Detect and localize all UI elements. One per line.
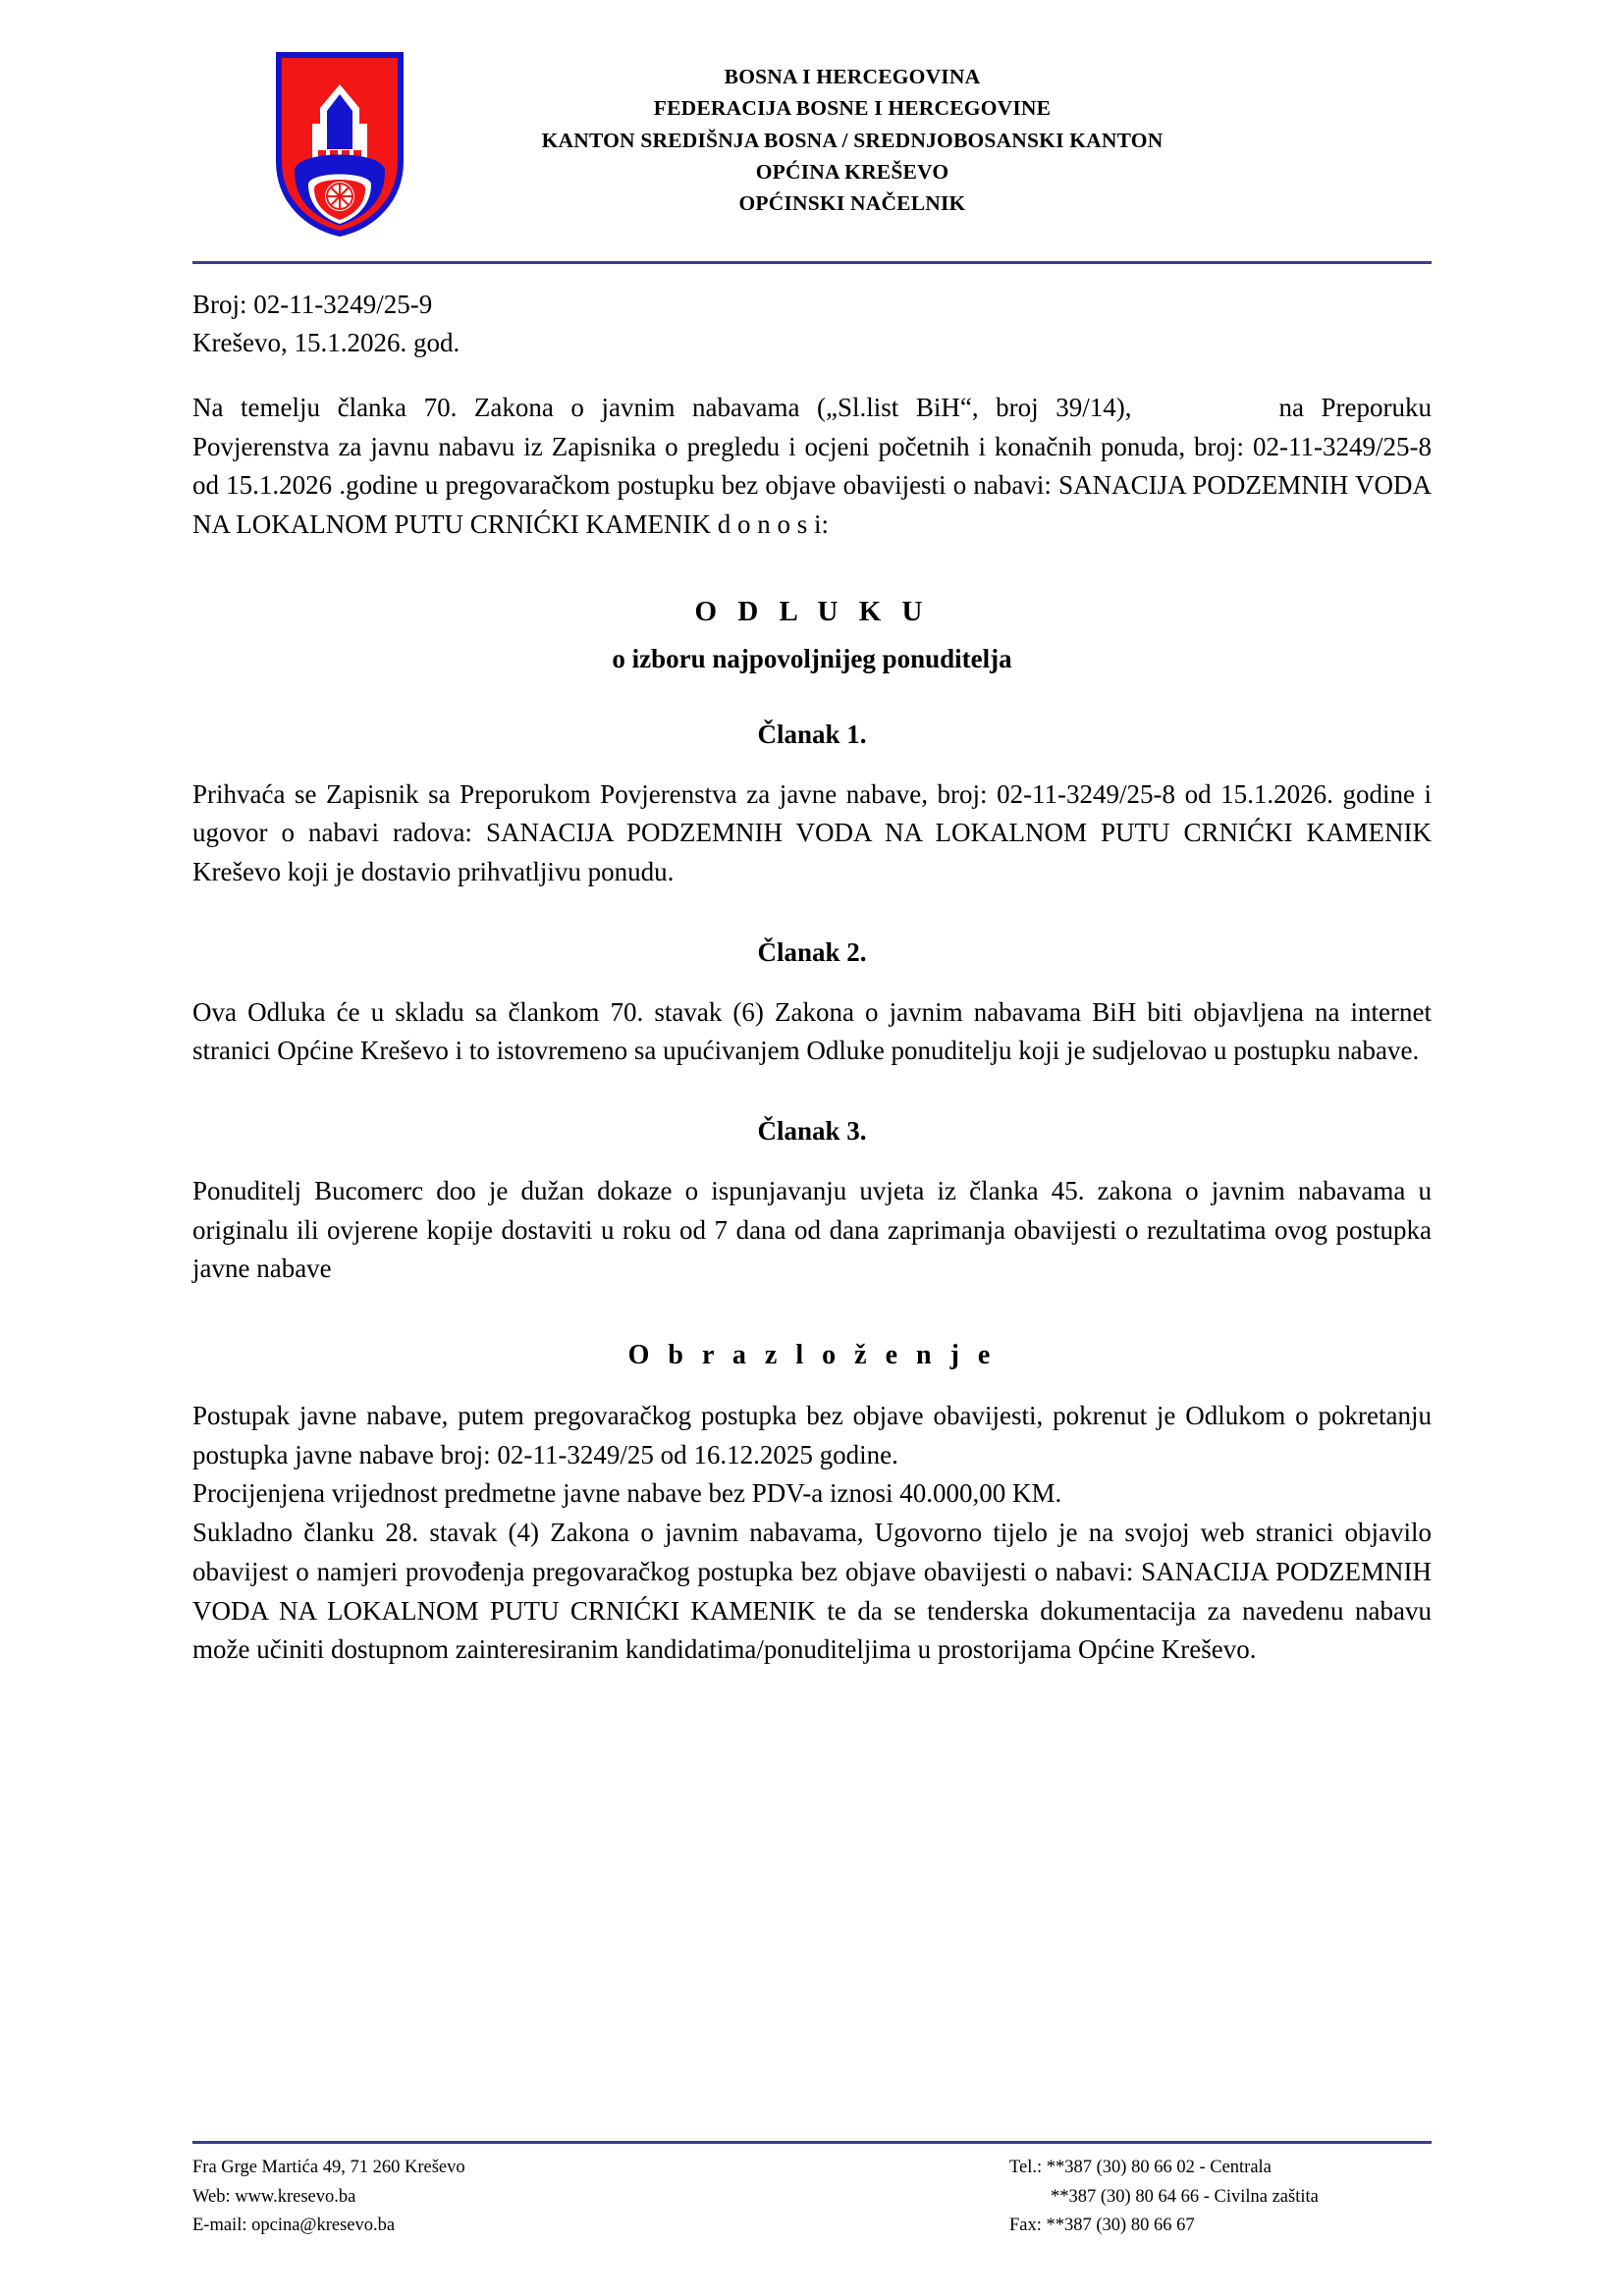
intro-line-first: Na temelju članka 70. Zakona o javnim nabavama („Sl.list BiH“, broj 39/14), <box>192 392 1132 422</box>
header-line-mayor: OPĆINSKI NAČELNIK <box>738 191 966 215</box>
document-reference-block <box>192 286 1432 363</box>
document-footer <box>0 2141 1624 2241</box>
footer-contact-right <box>1009 2154 1432 2241</box>
footer-divider <box>192 2141 1432 2144</box>
document-place-date: Kreševo, 15.1.2026. god. <box>192 328 460 358</box>
document-header <box>0 0 1624 238</box>
intro-paragraph-rest: Preporuku Povjerenstva za javnu nabavu iz Zapisnika o pregledu i ocjeni početnih i konačnih ponuda, broj: 02-11-3249/25-8 od 15.1.2026 .godine u pregovaračkom postupku bez objave obavijesti o nabavi: SANACIJA PODZEMNIH VODA NA LOKALNOM PUTU CRNIĆKI KAMENIK d o n o s i: <box>192 392 1432 539</box>
footer-fax: Fax: **387 (30) 80 66 67 <box>1009 2216 1195 2236</box>
article-1-heading: Članak 1. <box>757 719 867 749</box>
explanation-heading: O b r a z l o ž e n j e <box>627 1340 997 1371</box>
article-1-body: Prihvaća se Zapisnik sa Preporukom Povjerenstva za javne nabave, broj: 02-11-3249/25-8 od 15.1.2026. godine i ugovor o nabavi radova: SANACIJA PODZEMNIH VODA NA LOKALNOM PUTU CRNIĆKI KAMENIK Kreševo koji je dostavio prihvatljivu ponudu. <box>192 778 1432 886</box>
explanation-paragraph-3: Sukladno članku 28. stavak (4) Zakona o javnim nabavama, Ugovorno tijelo je na svojoj web stranici objavilo obavijest o namjeri provođenja pregovaračkog postupka bez objave obavijesti o nabavi: SANACIJA PODZEMNIH VODA NA LOKALNOM PUTU CRNIĆKI KAMENIK te da se tenderska dokumentacija za navedenu nabavu može učiniti dostupnom zainteresiranim kandidatima/ponuditeljima u prostorijama Općine Kreševo. <box>192 1518 1432 1665</box>
intro-line-na: na <box>1278 392 1304 422</box>
footer-phone-civil-protection: **387 (30) 80 64 66 - Civilna zaštita <box>1051 2186 1319 2207</box>
footer-email[interactable]: E-mail: opcina@kresevo.ba <box>192 2216 396 2236</box>
kresevo-coat-of-arms-icon <box>275 51 405 238</box>
article-2-heading: Članak 2. <box>757 936 867 967</box>
intro-paragraph <box>192 389 1432 545</box>
footer-website[interactable]: Web: www.kresevo.ba <box>192 2186 356 2207</box>
header-divider <box>192 261 1432 264</box>
article-2-body: Ova Odluka će u skladu sa člankom 70. stavak (6) Zakona o javnim nabavama BiH biti objavljena na internet stranici Općine Kreševo i to istovremeno sa upućivanjem Odluke ponuditelju koji je sudjelovao u postupku nabave. <box>192 996 1432 1066</box>
header-line-municipality: OPĆINA KREŠEVO <box>755 159 949 184</box>
explanation-paragraph-2: Procijenjena vrijednost predmetne javne nabave bez PDV-a iznosi 40.000,00 KM. <box>192 1478 1062 1509</box>
document-number: Broj: 02-11-3249/25-9 <box>192 290 433 319</box>
footer-address: Fra Grge Martića 49, 71 260 Kreševo <box>192 2158 465 2178</box>
decision-title: O D L U K U <box>694 595 930 627</box>
decision-subtitle: o izboru najpovoljnijeg ponuditelja <box>612 643 1012 673</box>
footer-phone-central: Tel.: **387 (30) 80 66 02 - Centrala <box>1009 2158 1272 2178</box>
header-line-federation: FEDERACIJA BOSNE I HERCEGOVINE <box>653 96 1052 121</box>
article-3-heading: Članak 3. <box>757 1116 867 1146</box>
header-authority-block <box>405 47 1418 219</box>
explanation-paragraph-1: Postupak javne nabave, putem pregovaračkog postupka bez objave obavijesti, pokrenut je Odlukom o pokretanju postupka javne nabave broj: 02-11-3249/25 od 16.12.2025 godine. <box>192 1401 1432 1469</box>
document-body <box>0 286 1624 1670</box>
article-3-body: Ponuditelj Bucomerc doo je dužan dokaze o ispunjavanju uvjeta iz članka 45. zakona o javnim nabavama u originalu ili ovjerene kopije dostaviti u roku od 7 dana od dana zaprimanja obavijesti o rezultatima ovog postupka javne nabave <box>192 1176 1432 1284</box>
header-line-country: BOSNA I HERCEGOVINA <box>724 65 981 88</box>
header-line-canton: KANTON SREDIŠNJA BOSNA / SREDNJOBOSANSKI KANTON <box>541 128 1164 152</box>
footer-contact-left <box>192 2154 465 2241</box>
